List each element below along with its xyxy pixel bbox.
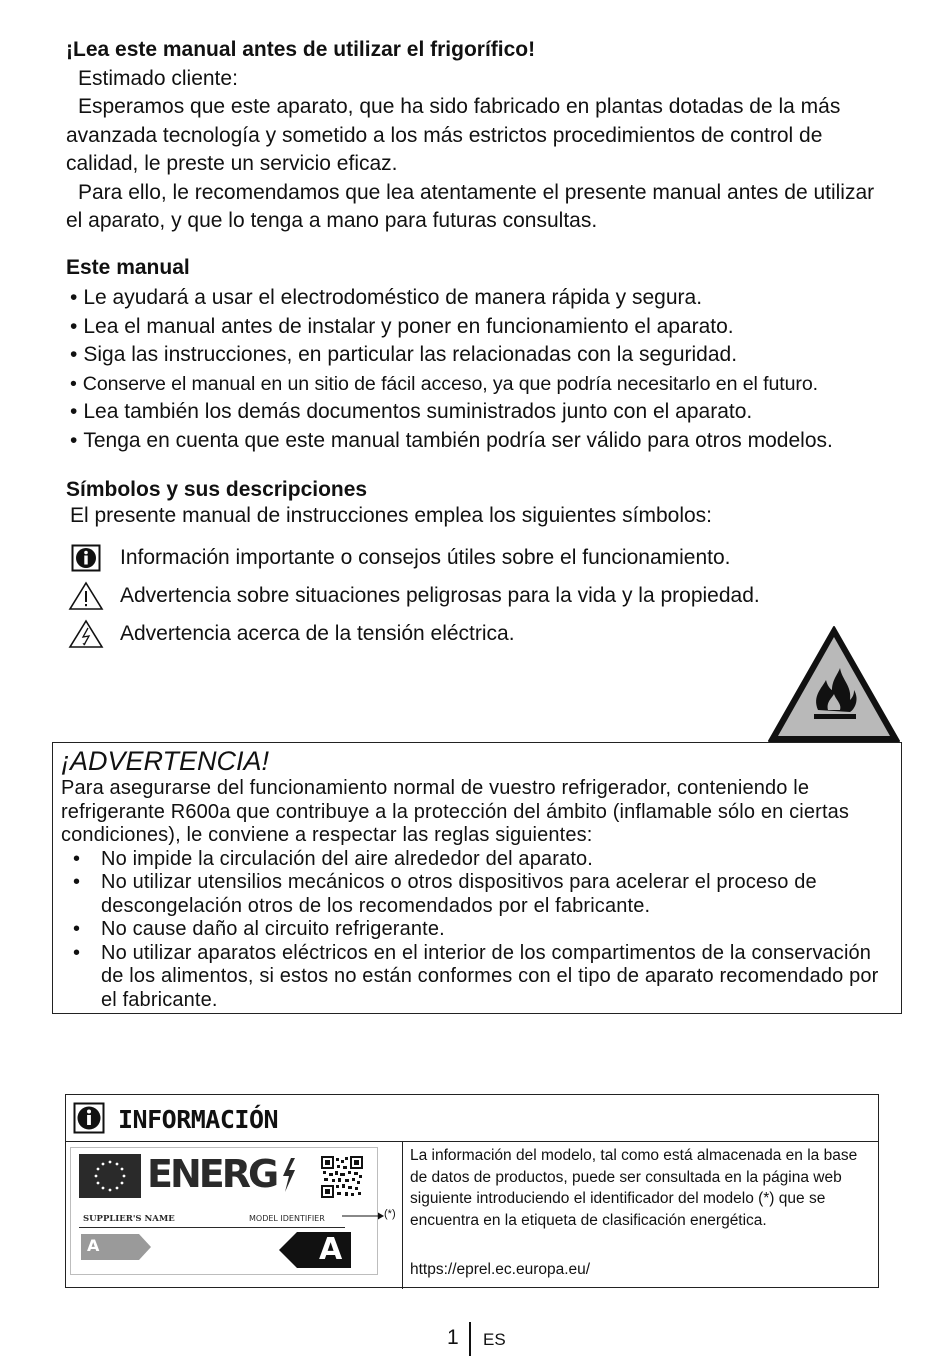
warning-bullet: • No impide la circulación del aire alrededor del aparato.	[61, 848, 893, 872]
info-header-icon	[73, 1102, 105, 1139]
warning-title: ¡ADVERTENCIA!	[61, 746, 270, 776]
eprel-link[interactable]: https://eprel.ec.europa.eu/	[410, 1261, 591, 1278]
info-title: INFORMACIÓN	[118, 1105, 279, 1134]
intro-greeting: Estimado cliente:	[78, 66, 238, 90]
manual-bullet: • Lea el manual antes de instalar y poner en funcionamiento el aparato.	[70, 313, 930, 342]
energy-class-letter: A	[319, 1232, 343, 1267]
symbol-row-warning	[68, 580, 760, 612]
warning-icon	[68, 581, 104, 611]
info-description: La información del modelo, tal como está almacenada en la base de datos de productos, puede ser consultada en la página web siguiente introduciendo el identificador del modelo (*) que se encuentra en la etiqueta de clasificación energética.	[410, 1147, 858, 1229]
manual-bullet: • Le ayudará a usar el electrodoméstico de manera rápida y segura.	[70, 284, 930, 313]
lightning-bolt-icon	[281, 1158, 297, 1192]
class-scale-letter: A	[87, 1236, 100, 1255]
info-box	[65, 1094, 879, 1288]
arrow-right-icon	[342, 1211, 384, 1221]
model-identifier-label: MODEL IDENTIFIER	[249, 1214, 325, 1223]
info-column-divider	[402, 1141, 403, 1289]
electric-warning-icon	[68, 619, 104, 649]
warning-box	[52, 742, 902, 1014]
eu-flag-icon	[79, 1154, 141, 1198]
symbol-row-electric	[68, 618, 515, 650]
flammable-warning-icon	[766, 624, 902, 749]
footer-divider	[469, 1322, 471, 1356]
manual-bullet: • Conserve el manual en un sitio de fácil acceso, ya que podría necesitarlo en el futuro.	[70, 370, 930, 399]
manual-bullet-list	[70, 284, 930, 455]
warning-bullet-list	[61, 848, 893, 1013]
label-divider	[79, 1227, 345, 1228]
page-number: 1	[447, 1326, 459, 1349]
warning-bullet: • No cause daño al circuito refrigerante.	[61, 918, 893, 942]
language-code: ES	[483, 1330, 506, 1349]
qr-code-icon	[321, 1156, 363, 1198]
info-header	[66, 1095, 878, 1142]
info-icon	[68, 543, 104, 573]
manual-bullet: • Siga las instrucciones, en particular las relacionadas con la seguridad.	[70, 341, 930, 370]
symbols-intro: El presente manual de instrucciones emplea los siguientes símbolos:	[70, 504, 713, 527]
model-marker: (*)	[384, 1208, 396, 1220]
warning-intro: Para asegurarse del funcionamiento normal de vuestro refrigerador, conteniendo le refrigerante R600a que contribuye a la protección del ámbito (inflamable sólo en ciertas condiciones), le conviene a respectar las reglas siguientes:	[61, 777, 850, 846]
warning-bullet: • No utilizar aparatos eléctricos en el interior de los compartimentos de la conservación de los alimentos, si estos no están conformes con el tipo de aparato recomendado por el fabricante.	[61, 942, 893, 1013]
energy-wordmark: ENERG	[147, 1152, 277, 1196]
intro-paragraph-1: Esperamos que este aparato, que ha sido fabricado en plantas dotadas de la más avanzada tecnología y sometido a los más estrictos procedimientos de control de calidad, le preste un servicio eficaz.	[66, 95, 841, 175]
warning-bullet: • No utilizar utensilios mecánicos o otros dispositivos para acelerar el proceso de descongelación otros de los recomendados por el fabricante.	[61, 871, 893, 918]
page-footer	[0, 1322, 950, 1362]
symbol-text-info: Información importante o consejos útiles sobre el funcionamiento.	[120, 546, 731, 569]
symbol-text-warning: Advertencia sobre situaciones peligrosas para la vida y la propiedad.	[120, 584, 760, 607]
symbol-row-info	[68, 542, 731, 574]
supplier-name-label: SUPPLIER'S NAME	[83, 1214, 175, 1224]
symbol-text-electric: Advertencia acerca de la tensión eléctrica.	[120, 622, 515, 645]
symbols-title: Símbolos y sus descripciones	[66, 478, 368, 501]
intro-paragraph-2: Para ello, le recomendamos que lea atentamente el presente manual antes de utilizar el aparato, y que lo tenga a mano para futuras consultas.	[66, 180, 875, 232]
intro-heading: ¡Lea este manual antes de utilizar el frigorífico!	[66, 38, 536, 61]
manual-bullet: • Lea también los demás documentos suministrados junto con el aparato.	[70, 398, 930, 427]
energy-label	[70, 1147, 378, 1275]
intro-section	[66, 36, 896, 236]
manual-title: Este manual	[66, 256, 190, 279]
manual-bullet: • Tenga en cuenta que este manual también podría ser válido para otros modelos.	[70, 427, 930, 456]
